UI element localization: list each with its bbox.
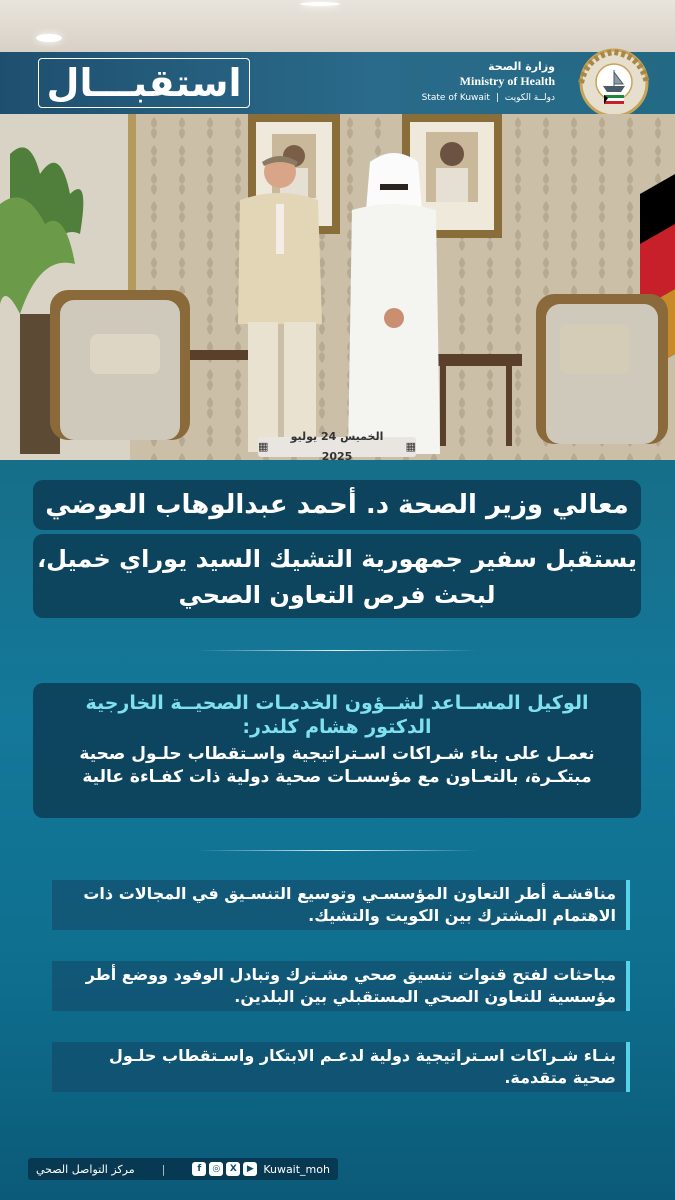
ceiling-light: [300, 2, 340, 6]
bullet-item: [52, 880, 630, 930]
meeting-photo: [0, 114, 675, 460]
bullet-line: مناقشـة أطر التعاون المؤسسـي وتوسيع التنسـيق في المجالات ذات: [83, 884, 616, 903]
social-icons: [192, 1162, 330, 1176]
calendar-icon: ▦: [405, 440, 416, 453]
footer-bar: مركز التواصل الصحي | f ◎ X ▶ Kuwait_moh: [28, 1158, 338, 1180]
state-name-en: State of Kuwait: [421, 93, 490, 103]
quote-body-line: نعمـل على بناء شـراكات اسـتراتيجية واسـتقطاب حلـول صحية: [79, 744, 595, 764]
footer-center-name: مركز التواصل الصحي: [36, 1162, 135, 1176]
ceiling-strip: [0, 0, 675, 52]
kuwait-emblem-logo: [567, 46, 661, 120]
quote-body-line: مبتكـرة، بالتعـاون مع مؤسسـات صحية دولية ذات كفـاءة عالية: [82, 767, 592, 787]
quote-speaker-name: الدكتور هشام كلندر:: [242, 716, 432, 738]
x-icon[interactable]: X: [226, 1162, 240, 1176]
bullet-line: بنـاء شـراكات اسـتراتيجية دولية لدعـم الابتكار واسـتقطاب حلـول: [108, 1046, 616, 1065]
ceiling-light: [36, 34, 62, 42]
page-title: استقبـــال: [46, 61, 242, 105]
social-handle[interactable]: Kuwait_moh: [263, 1162, 330, 1176]
facebook-icon[interactable]: f: [192, 1162, 206, 1176]
ministry-label: وزارة الصحة Ministry of Health State of Kuwait | دولــة الكويت: [375, 60, 555, 105]
bullet-line: صحية متقدمة.: [504, 1068, 616, 1087]
bullet-item: [52, 1042, 630, 1092]
quote-speaker-title: الوكيل المســاعد لشــؤون الخدمـات الصحيــة الخارجية: [85, 692, 589, 714]
quote-box: [33, 683, 641, 818]
bullet-line: الاهتمام المشترك بين الكويت والتشيك.: [308, 906, 616, 925]
calendar-icon: ▦: [258, 440, 269, 453]
bullet-item: [52, 961, 630, 1011]
headline-subtitle-line: لبحث فرص التعاون الصحي: [178, 581, 496, 609]
bullet-line: مؤسسية للتعاون الصحي المستقبلي بين البلدين.: [234, 987, 616, 1006]
instagram-icon[interactable]: ◎: [209, 1162, 223, 1176]
youtube-icon[interactable]: ▶: [243, 1162, 257, 1176]
meeting-scene-illustration: [0, 114, 675, 460]
headline-subtitle: [33, 534, 641, 618]
ministry-name-en: Ministry of Health: [459, 74, 555, 88]
section-divider: [196, 650, 478, 651]
bullet-line: مباحثات لفتح قنوات تنسيق صحي مشـترك وتبادل الوفود ووضع أطر: [85, 965, 616, 984]
ministry-name-ar: وزارة الصحة: [488, 60, 555, 73]
date-text: الخميس 24 يوليو 2025: [290, 430, 384, 463]
section-divider: [196, 850, 478, 851]
headline-minister: معالي وزير الصحة د. أحمد عبدالوهاب العوضي: [33, 480, 641, 530]
date-chip: [258, 430, 416, 463]
headline-subtitle-line: يستقبل سفير جمهورية التشيك السيد يوراي خميل،: [37, 545, 637, 573]
state-name-ar: دولــة الكويت: [504, 93, 555, 103]
